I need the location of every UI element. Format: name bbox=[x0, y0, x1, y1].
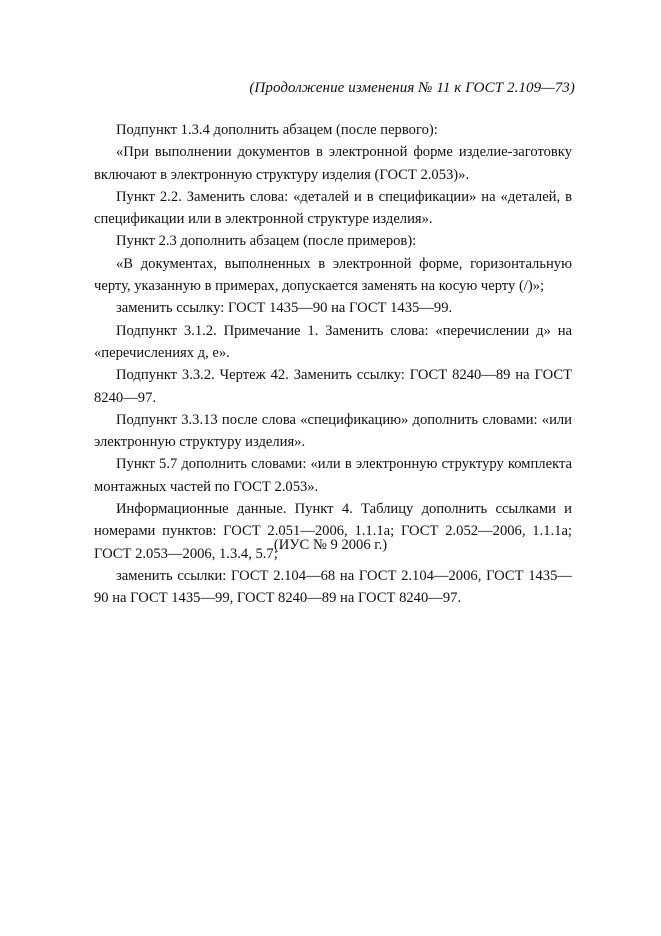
paragraph: Пункт 2.2. Заменить слова: «деталей и в спецификации» на «деталей, в спецификации или в электронной структуре изделия». bbox=[94, 188, 572, 228]
paragraph: Подпункт 1.3.4 дополнить абзацем (после первого): bbox=[116, 122, 438, 138]
paragraph: Подпункт 3.3.13 после слова «спецификацию» дополнить словами: «или электронную структуру изделия». bbox=[94, 411, 572, 451]
paragraph: «В документах, выполненных в электронной форме, горизонтальную черту, указанную в примерах, допускается заменять на косую черту (/)»; bbox=[94, 255, 572, 295]
paragraph: Пункт 5.7 дополнить словами: «или в электронную структуру комплекта монтажных частей по ГОСТ 2.053». bbox=[94, 456, 572, 495]
page-header: (Продолжение изменения № 11 к ГОСТ 2.109—73) bbox=[249, 80, 575, 96]
paragraph: Подпункт 3.1.2. Примечание 1. Заменить слова: «перечислении д» на «перечислениях д, е». bbox=[94, 322, 572, 361]
paragraph: Информационные данные. Пункт 4. Таблицу дополнить ссылками и номерами пунктов: ГОСТ 2.051—2006, 1.1.1а; ГОСТ 2.052—2006, 1.1.1а; ГОСТ 2.053—2006, 1.3.4, 5.7; bbox=[94, 501, 572, 562]
paragraph: заменить ссылку: ГОСТ 1435—90 на ГОСТ 1435—99. bbox=[116, 300, 453, 317]
paragraph: заменить ссылки: ГОСТ 2.104—68 на ГОСТ 2.104—2006, ГОСТ 1435—90 на ГОСТ 1435—99, ГОСТ 8240—89 на ГОСТ 8240—97. bbox=[94, 567, 572, 607]
paragraph: Подпункт 3.3.2. Чертеж 42. Заменить ссылку: ГОСТ 8240—89 на ГОСТ 8240—97. bbox=[94, 367, 572, 406]
page-footer: (ИУС № 9 2006 г.) bbox=[273, 537, 388, 553]
paragraph: Пункт 2.3 дополнить абзацем (после примеров): bbox=[116, 233, 417, 250]
paragraph: «При выполнении документов в электронной форме изделие-заготовку включают в электронную структуру изделия (ГОСТ 2.053)». bbox=[94, 144, 572, 183]
document-body bbox=[94, 119, 572, 610]
